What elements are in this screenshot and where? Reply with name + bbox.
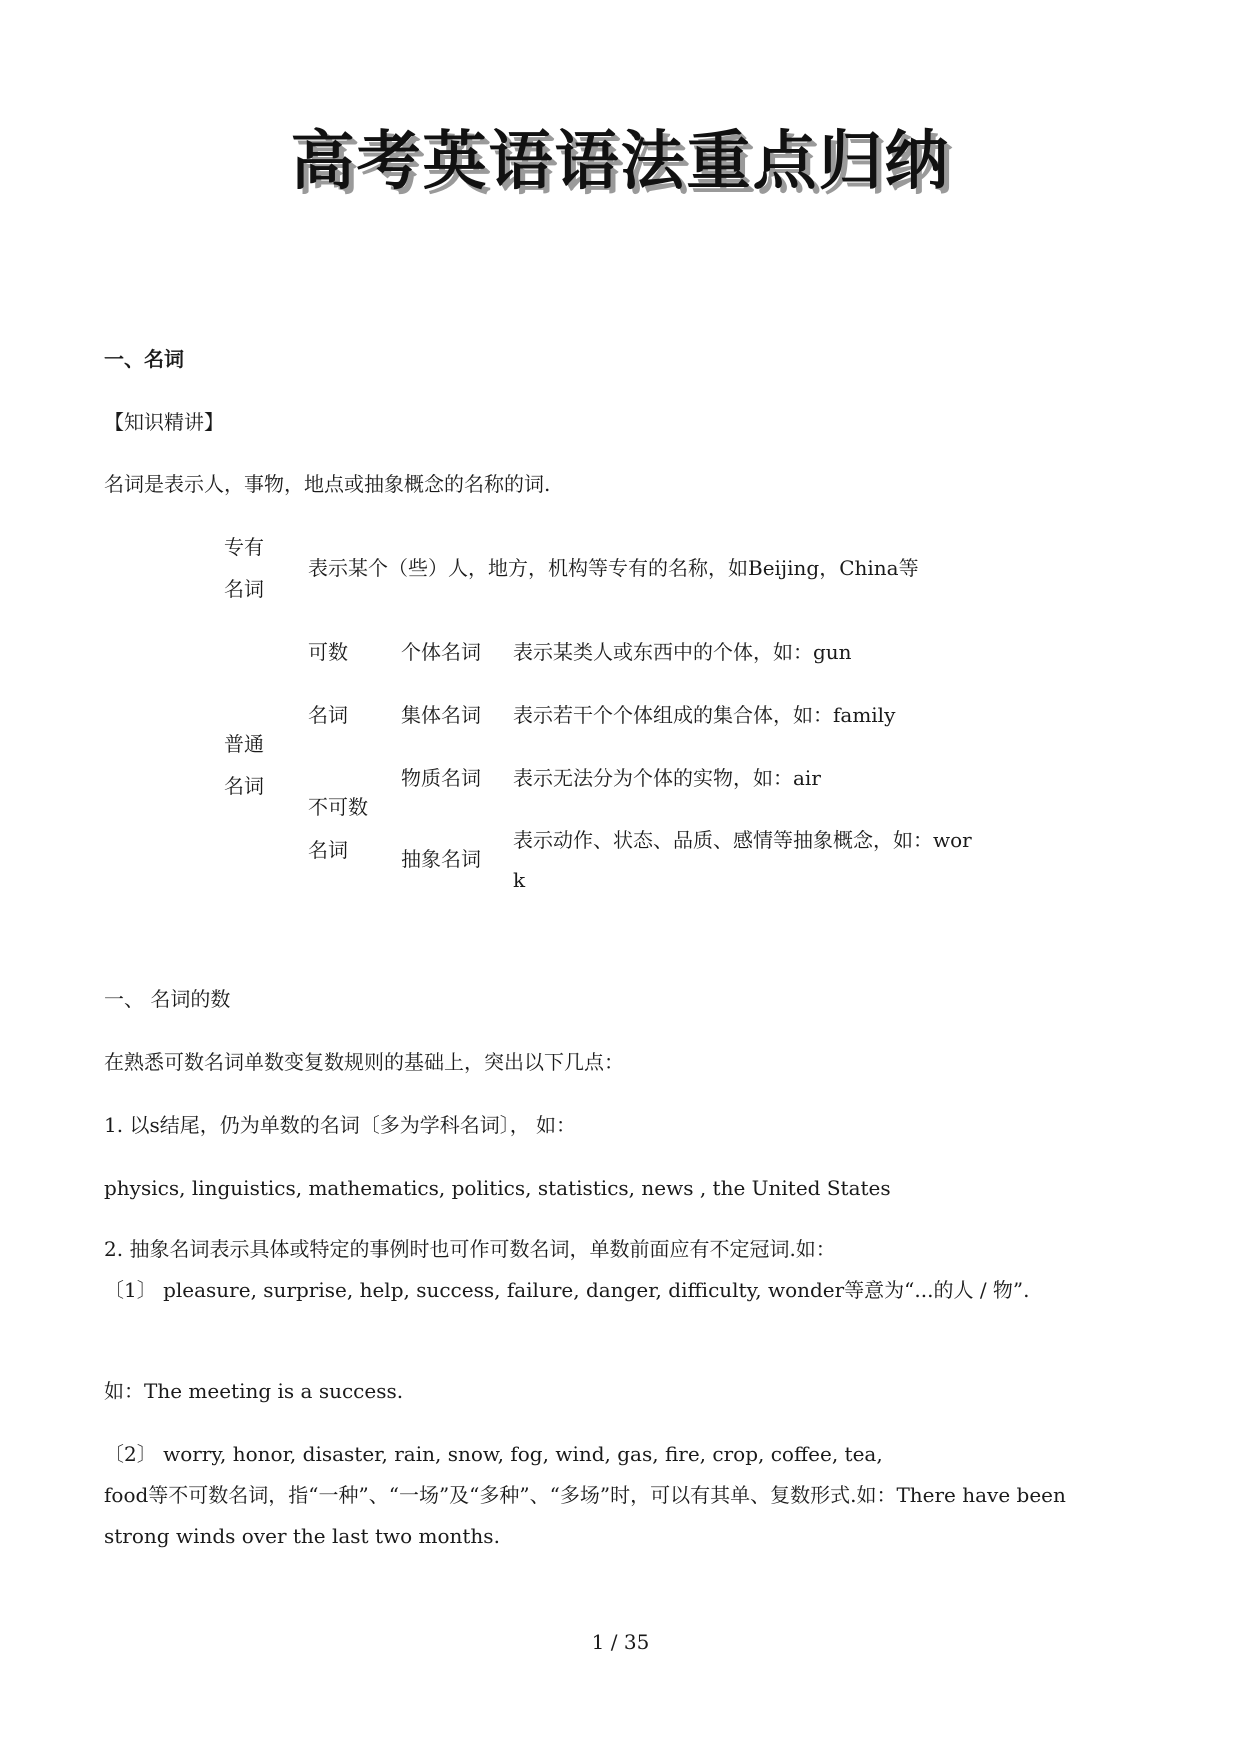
common-noun-label-1: 普通: [224, 732, 264, 756]
point-1: 1. 以s结尾，仍为单数的名词〔多为学科名词〕， 如：: [104, 1113, 577, 1137]
abstract-noun-desc-line2: k: [513, 868, 526, 892]
point-1-examples: physics, linguistics, mathematics, politics, statistics, news , the United States: [104, 1176, 891, 1200]
abstract-noun: 抽象名词: [401, 847, 481, 871]
countable-label-2: 名词: [308, 703, 348, 727]
individual-noun: 个体名词: [401, 640, 481, 664]
knowledge-label: 【知识精讲】: [104, 410, 224, 434]
uncountable-label-2: 名词: [308, 838, 348, 862]
subsection-heading-noun-number: 一、 名词的数: [104, 987, 231, 1011]
example-1: 如：The meeting is a success.: [104, 1379, 404, 1403]
proper-noun-label-1: 专有: [224, 535, 264, 559]
proper-noun-label-2: 名词: [224, 577, 264, 601]
common-noun-label-2: 名词: [224, 774, 264, 798]
page-number: 1 / 35: [591, 1630, 650, 1654]
intro-text: 在熟悉可数名词单数变复数规则的基础上，突出以下几点：: [104, 1050, 624, 1074]
point-2-sub-2-line2: food等不可数名词，指“一种”、“一场”及“多种”、“多场”时，可以有其单、复数形式.如：There have been: [104, 1483, 1066, 1507]
section-heading-nouns: 一、名词: [104, 347, 184, 371]
noun-definition: 名词是表示人，事物，地点或抽象概念的名称的词.: [104, 472, 551, 496]
point-2-sub-2-line3: strong winds over the last two months.: [104, 1524, 500, 1548]
material-noun-desc: 表示无法分为个体的实物，如：air: [513, 766, 821, 790]
uncountable-label-1: 不可数: [308, 795, 368, 819]
point-2-sub-1: 〔1〕 pleasure, surprise, help, success, failure, danger, difficulty, wonder等意为“...的人 / 物”.: [104, 1278, 1030, 1302]
countable-label-1: 可数: [308, 640, 348, 664]
point-2: 2. 抽象名词表示具体或特定的事例时也可作可数名词，单数前面应有不定冠词.如：: [104, 1237, 836, 1261]
individual-noun-desc: 表示某类人或东西中的个体，如：gun: [513, 640, 852, 664]
collective-noun-desc: 表示若干个个体组成的集合体，如：family: [513, 703, 896, 727]
abstract-noun-desc-line1: 表示动作、状态、品质、感情等抽象概念，如：wor: [513, 828, 972, 852]
page-title: 高考英语语法重点归纳: [290, 125, 951, 199]
point-2-sub-2-line1: 〔2〕 worry, honor, disaster, rain, snow, fog, wind, gas, fire, crop, coffee, tea,: [104, 1442, 883, 1466]
material-noun: 物质名词: [401, 766, 481, 790]
proper-noun-desc: 表示某个（些）人，地方，机构等专有的名称，如Beijing，China等: [308, 556, 919, 580]
collective-noun: 集体名词: [401, 703, 481, 727]
